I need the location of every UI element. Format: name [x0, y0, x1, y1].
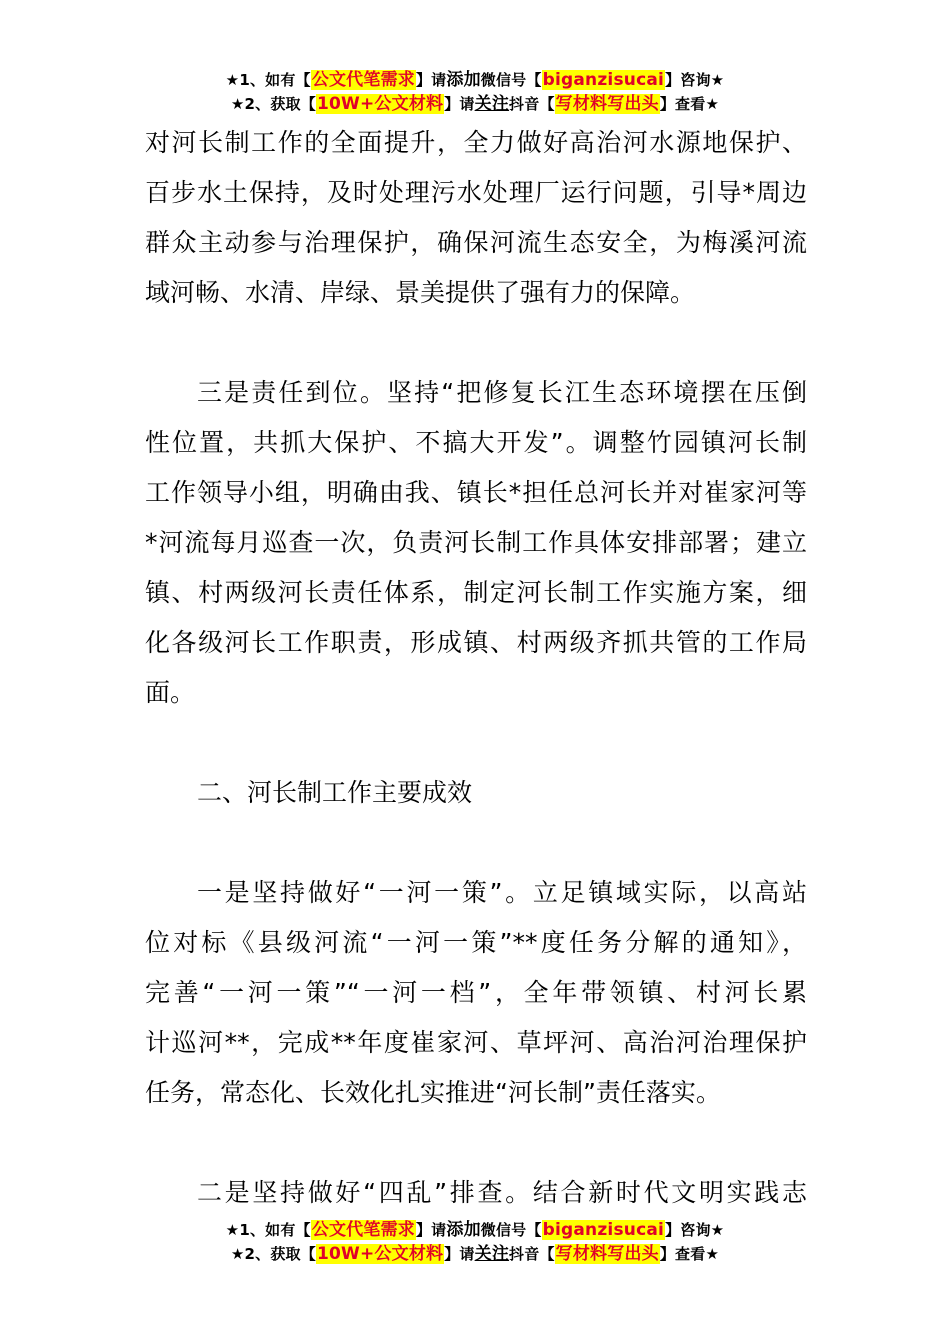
banner-highlight: 公文代笔需求 [311, 70, 415, 90]
text-line: 百步水土保持，及时处理污水处理厂运行问题，引导*周边 [145, 178, 807, 207]
text-line: 一是坚持做好“一河一策”。立足镇域实际，以高站 [197, 878, 807, 907]
banner-text: ★2、获取【 [230, 1245, 316, 1263]
banner-line-1 [0, 1218, 950, 1242]
banner-line-2 [0, 92, 950, 116]
text-line: 位对标《县级河流“一河一策”**度任务分解的通知》， [145, 928, 807, 957]
banner-wechat-id: biganzisucai [542, 1220, 665, 1240]
heading-line: 二、河长制工作主要成效 [197, 778, 473, 807]
text-line: 工作领导小组，明确由我、镇长*担任总河长并对崔家河等 [145, 478, 807, 507]
text-line: 群众主动参与治理保护，确保河流生态安全，为梅溪河流 [145, 228, 807, 257]
banner-emphasis: 关注 [474, 94, 510, 114]
text-line: 镇、村两级河长责任体系，制定河长制工作实施方案，细 [145, 578, 807, 607]
banner-douyin-id: 写材料写出头 [555, 94, 659, 114]
banner-wechat-id: biganzisucai [542, 70, 665, 90]
banner-text: ★1、如有【 [225, 1221, 311, 1239]
text-line: 计巡河**，完成**年度崔家河、草坪河、高治河治理保护 [145, 1028, 807, 1057]
banner-text: 抖音【 [509, 1245, 555, 1263]
paragraph-responsibility [145, 368, 807, 718]
banner-text: 】查看★ [659, 95, 720, 113]
banner-highlight: 10W+公文材料 [316, 1244, 444, 1264]
banner-emphasis: 添加 [446, 70, 481, 90]
text-line: 面。 [145, 678, 196, 707]
banner-line-2 [0, 1242, 950, 1266]
banner-emphasis: 关注 [474, 1244, 510, 1264]
text-line: 化各级河长工作职责，形成镇、村两级齐抓共管的工作局 [145, 628, 807, 657]
banner-text: 微信号【 [480, 71, 542, 89]
banner-line-1 [0, 68, 950, 92]
paragraph-one-river-one-policy [145, 868, 807, 1118]
banner-text: 微信号【 [480, 1221, 542, 1239]
banner-emphasis: 添加 [446, 1220, 481, 1240]
text-line: 性位置，共抓大保护、不搞大开发”。调整竹园镇河长制 [145, 428, 807, 457]
banner-highlight: 10W+公文材料 [316, 94, 444, 114]
banner-text: ★1、如有【 [225, 71, 311, 89]
header-banner-bottom [0, 1218, 950, 1266]
paragraph-four-chaos [145, 1168, 807, 1218]
banner-text: 】请 [415, 71, 447, 89]
text-line: 域河畅、水清、岸绿、景美提供了强有力的保障。 [145, 278, 696, 307]
banner-text: 】查看★ [659, 1245, 720, 1263]
document-body [145, 118, 807, 1218]
header-banner-top [0, 68, 950, 116]
text-line: 三是责任到位。坚持“把修复长江生态环境摆在压倒 [197, 378, 807, 407]
text-line: 二是坚持做好“四乱”排查。结合新时代文明实践志 [197, 1178, 807, 1207]
paragraph-continuation [145, 118, 807, 318]
section-heading [145, 768, 807, 818]
banner-text: 】请 [444, 1245, 475, 1263]
banner-text: 】请 [415, 1221, 447, 1239]
banner-highlight: 公文代笔需求 [311, 1220, 415, 1240]
banner-text: 】请 [444, 95, 475, 113]
banner-text: 抖音【 [509, 95, 555, 113]
text-line: *河流每月巡查一次，负责河长制工作具体安排部署；建立 [145, 528, 807, 557]
banner-text: ★2、获取【 [230, 95, 316, 113]
text-line: 对河长制工作的全面提升，全力做好高治河水源地保护、 [145, 128, 807, 157]
banner-douyin-id: 写材料写出头 [555, 1244, 659, 1264]
text-line: 完善“一河一策”“一河一档”，全年带领镇、村河长累 [145, 978, 807, 1007]
banner-text: 】咨询★ [665, 71, 725, 89]
banner-text: 】咨询★ [665, 1221, 725, 1239]
text-line: 任务，常态化、长效化扎实推进“河长制”责任落实。 [145, 1078, 721, 1107]
